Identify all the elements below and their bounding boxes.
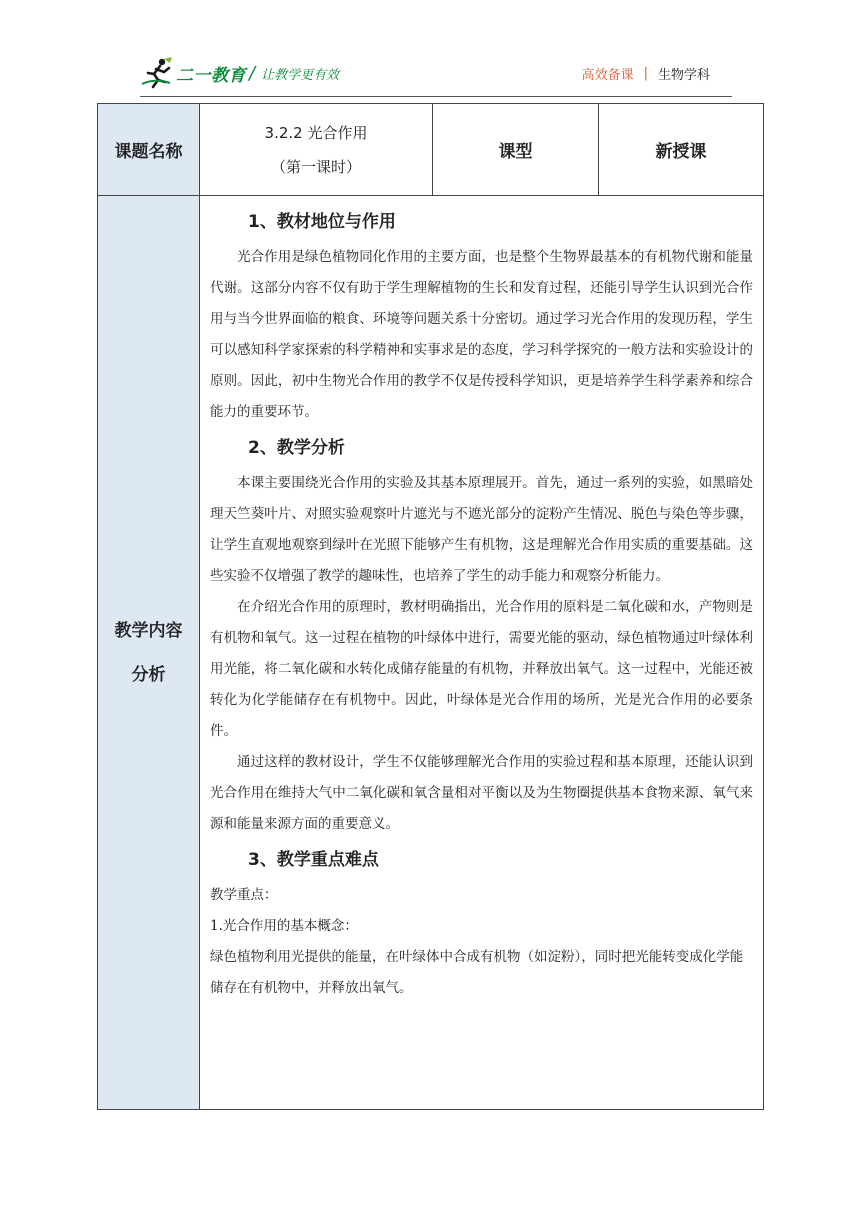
section-2-paragraph-1: 本课主要围绕光合作用的实验及其基本原理展开。首先，通过一系列的实验，如黑暗处理天竺葵叶片、对照实验观察叶片遮光与不遮光部分的淀粉产生情况、脱色与染色等步骤，让学生直观地观察到绿叶在光照下能够产生有机物，这是理解光合作用实质的重要基础。这些实验不仅增强了教学的趣味性，也培养了学生的动手能力和观察分析能力。 <box>210 475 753 584</box>
type-label-cell: 课型 <box>433 104 599 196</box>
section-title-3: 3、教学重点难点 <box>248 850 379 870</box>
key-points-label: 教学重点： <box>210 887 278 903</box>
brand-logo <box>140 56 339 90</box>
header-separator: | <box>643 66 648 81</box>
analysis-label-line1: 教学内容 <box>114 620 183 641</box>
brand-slogan: 让教学更有效 <box>261 67 340 83</box>
section-1-paragraph: 光合作用是绿色植物同化作用的主要方面，也是整个生物界最基本的有机物代谢和能量代谢。这部分内容不仅有助于学生理解植物的生长和发育过程，还能引导学生认识到光合作用与当今世界面临的粮食、环境等问题关系十分密切。通过学习光合作用的发现历程，学生可以感知科学家探索的科学精神和实事求是的态度，学习科学探究的一般方法和实验设计的原则。因此，初中生物光合作用的教学不仅是传授科学知识，更是培养学生科学素养和综合能力的重要环节。 <box>210 249 753 420</box>
section-title-2: 2、教学分析 <box>248 438 345 458</box>
analysis-content-cell <box>200 196 764 1110</box>
subject-label: 生物学科 <box>657 68 710 83</box>
brand-name: 二一教育 <box>176 65 246 86</box>
lesson-title-cell <box>200 104 433 196</box>
header-divider <box>140 96 732 97</box>
lesson-plan-table <box>97 103 764 1110</box>
analysis-row <box>98 196 764 1110</box>
brand-divider: / <box>249 62 256 84</box>
analysis-label-line2: 分析 <box>131 664 166 685</box>
section-title-1: 1、教材地位与作用 <box>248 212 396 232</box>
topic-label-cell: 课题名称 <box>98 104 200 196</box>
key-point-1-text: 绿色植物利用光提供的能量，在叶绿体中合成有机物（如淀粉），同时把光能转变成化学能储存在有机物中，并释放出氧气。 <box>210 949 744 996</box>
section-2-paragraph-3: 通过这样的教材设计，学生不仅能够理解光合作用的实验过程和基本原理，还能认识到光合作用在维持大气中二氧化碳和氧含量相对平衡以及为生物圈提供基本食物来源、氧气来源和能量来源方面的重要意义。 <box>210 754 753 832</box>
analysis-label-cell <box>98 196 200 1110</box>
running-figure-icon <box>140 56 174 90</box>
key-point-1-title: 1.光合作用的基本概念： <box>210 918 358 934</box>
type-value-cell: 新授课 <box>599 104 764 196</box>
prep-label: 高效备课 <box>581 68 634 83</box>
page-header <box>140 52 732 94</box>
lesson-subtitle: （第一课时） <box>270 157 361 176</box>
lesson-title: 3.2.2 光合作用 <box>264 123 368 142</box>
header-tags <box>582 64 710 83</box>
table-header-row <box>98 104 764 196</box>
section-2-paragraph-2: 在介绍光合作用的原理时，教材明确指出，光合作用的原料是二氧化碳和水，产物则是有机物和氧气。这一过程在植物的叶绿体中进行，需要光能的驱动，绿色植物通过叶绿体利用光能，将二氧化碳和水转化成储存能量的有机物，并释放出氧气。这一过程中，光能还被转化为化学能储存在有机物中。因此，叶绿体是光合作用的场所，光是光合作用的必要条件。 <box>210 599 753 739</box>
